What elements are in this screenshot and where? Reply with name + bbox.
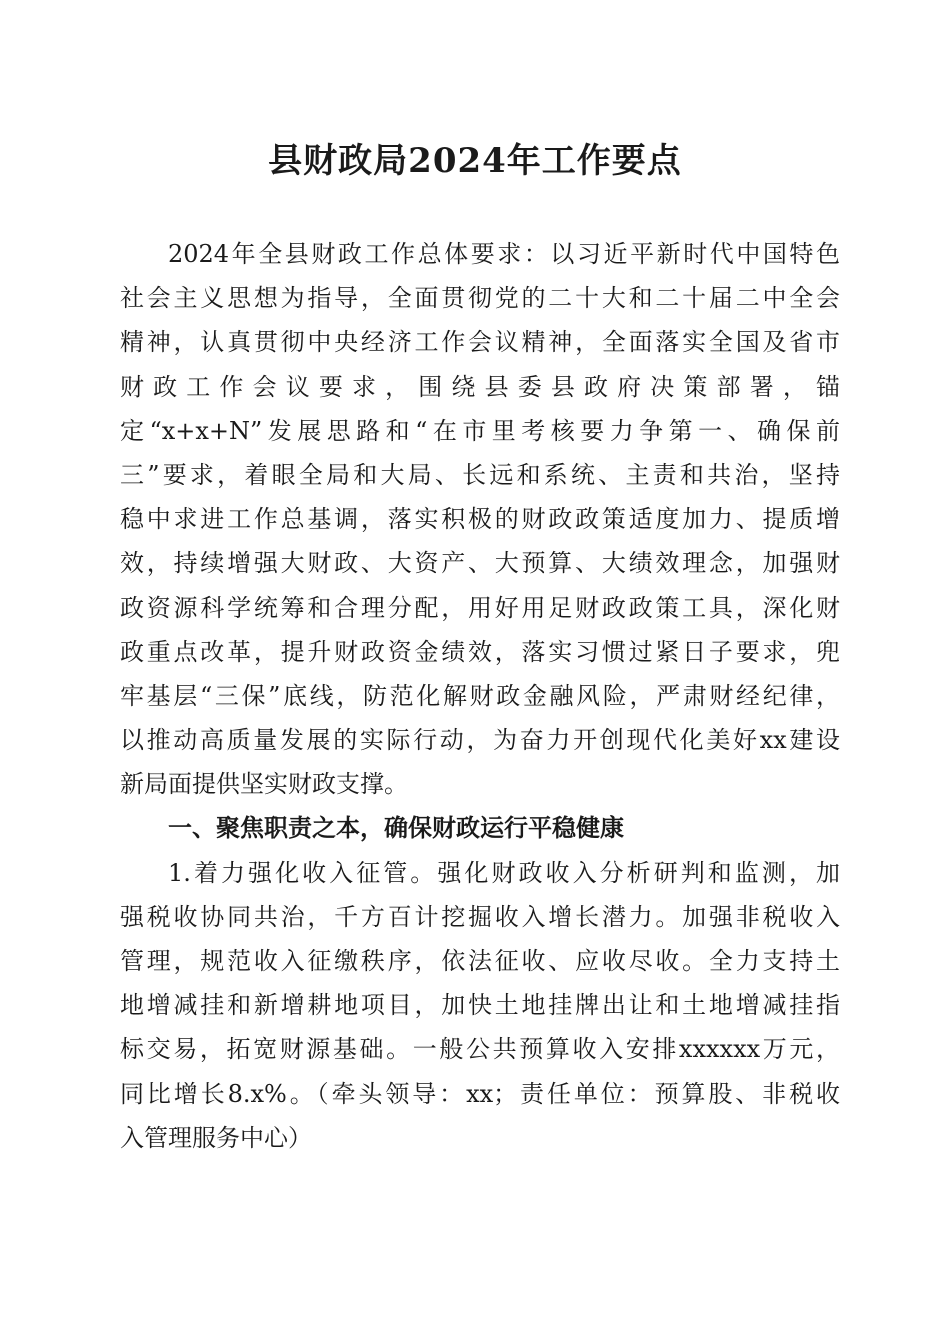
document-body	[120, 232, 840, 1160]
intro-line: 财政工作会议要求，围绕县委县政府决策部署，锚	[120, 372, 840, 401]
intro-line: 定“x+x+N”发展思路和“在市里考核要力争第一、确保前	[120, 416, 840, 445]
item1-line: 1.着力强化收入征管。强化财政收入分析研判和监测，加	[168, 858, 840, 887]
intro-line: 三”要求，着眼全局和大局、长远和系统、主责和共治，坚持	[120, 460, 840, 489]
item1-line: 管理，规范收入征缴秩序，依法征收、应收尽收。全力支持土	[120, 947, 840, 975]
intro-line: 社会主义思想为指导，全面贯彻党的二十大和二十届二中全会	[120, 284, 840, 313]
intro-line: 2024年全县财政工作总体要求：以习近平新时代中国特色	[168, 240, 840, 268]
item1-line: 强税收协同共治，千方百计挖掘收入增长潜力。加强非税收入	[120, 902, 840, 931]
item1-line: 同比增长8.x%。（牵头领导：xx；责任单位：预算股、非税收	[120, 1079, 840, 1108]
item1-line: 入管理服务中心）	[120, 1123, 312, 1152]
intro-line: 以推动高质量发展的实际行动，为奋力开创现代化美好xx建设	[120, 726, 840, 755]
intro-line: 稳中求进工作总基调，落实积极的财政政策适度加力、提质增	[120, 505, 840, 534]
item1-line: 标交易，拓宽财源基础。一般公共预算收入安排xxxxxx万元，	[120, 1035, 840, 1064]
section-heading: 一、聚焦职责之本，确保财政运行平稳健康	[168, 814, 624, 843]
intro-line: 政资源科学统筹和合理分配，用好用足财政政策工具，深化财	[120, 593, 840, 622]
document-title: 县财政局2024年工作要点	[268, 141, 682, 181]
intro-line: 政重点改革，提升财政资金绩效，落实习惯过紧日子要求，兜	[120, 637, 840, 666]
intro-line: 新局面提供坚实财政支撑。	[120, 770, 408, 799]
intro-line: 效，持续增强大财政、大资产、大预算、大绩效理念，加强财	[120, 549, 840, 578]
intro-line: 牢基层“三保”底线，防范化解财政金融风险，严肃财经纪律，	[120, 681, 840, 710]
intro-line: 精神，认真贯彻中央经济工作会议精神，全面落实全国及省市	[120, 328, 840, 357]
item1-line: 地增减挂和新增耕地项目，加快土地挂牌出让和土地增减挂指	[120, 991, 840, 1020]
